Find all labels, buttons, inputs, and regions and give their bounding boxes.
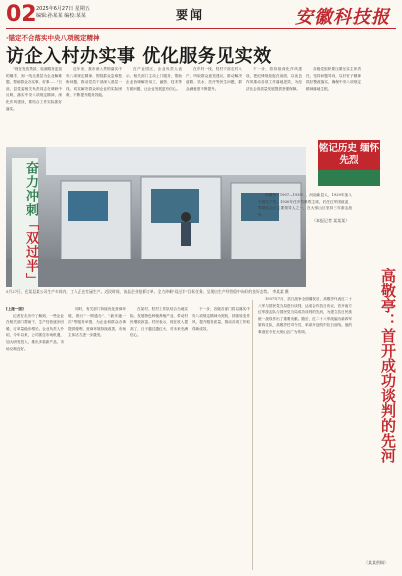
photo-caption: 5月27日，在某县某公司生产车间内，工人正在忙碌生产。近段时间，该县企业抢抓订单，全力冲刺"双过半"目标任务，呈现出生产经营稳中向好的良好态势。 李某某 摄: [6, 289, 289, 294]
right-article-author: （某某供稿）: [364, 560, 388, 565]
continued-column: [上接一版] 记者在走访中了解到，一些企业在相关部门帮助下，生产经营逐步回暖，订单量稳步增长。企业负责人介绍，今年以来，公司抓住市场机遇，加大研发投入，推出多款新产品，市场反响良好。: [6, 307, 64, 351]
article-byline: （本报记者 某某某）: [312, 218, 350, 223]
right-article-column: 高敬亭（1907—1939），河南新县人，1929年加入中国共产党。1930年任乡苏维埃主席，后任红军团政委、鄂豫皖边区主要领导人之一，在大别山区坚持三年游击战争。: [258, 193, 352, 217]
right-article-column: 1937年7月，抗日战争全面爆发后，高敬亭代表红二十八军与国民党当局进行谈判，达成合作抗日协议，首开南方红军游击队与国民党当局成功谈判的先河，为建立抗日民族统一战线作出了重要贡献。随后，红二十八军改编为新四军第四支队，高敬亭任司令员，率部开赴皖中抗日前线。他的事迹至今在大别山区广为传颂。: [258, 297, 352, 334]
page-number: 02: [6, 2, 37, 27]
article-column: 各级党组织要压紧压实主体责任，坚持问题导向，以钉钉子精神抓好整改落实，确保中央八项规定精神落地生根。: [306, 67, 361, 91]
article-column: 在产业园区，企业负责人表示，相关部门主动上门服务，帮助企业协调解决用工、融资、技术等方面问题，让企业发展更有信心。: [126, 67, 182, 91]
continued-column: 在某村，驻村工作队结合当地实际，发展特色种植养殖产业，带动村民增收致富。村民表示，现在收入提高了，日子越过越红火，对未来充满信心。: [130, 307, 188, 338]
badge-text: 铭记历史 缅怀先烈: [318, 140, 380, 170]
section-title: 要闻: [176, 8, 205, 22]
column-divider: [252, 300, 253, 570]
photo-title: 奋力冲刺「双过半」: [12, 158, 38, 290]
right-article-headline[interactable]: 高敬亭：首开成功谈判的先河: [379, 268, 397, 463]
article-column: 近年来，我市深入贯彻落实中央八项规定精神，围绕群众急难愁盼问题，推动党员干部深入基层一线，切实解决群众和企业的实际困难，不断提升服务效能。: [66, 67, 122, 98]
issue-date: 2025年6月27日 星期五: [36, 6, 90, 12]
badge-band: [318, 170, 380, 186]
editor-line: 编辑:孙某某 编校:某某: [36, 13, 86, 19]
page-header: [6, 3, 396, 29]
header-divider: [6, 28, 396, 29]
memorial-badge: [318, 140, 380, 186]
continued-column: 下一步，各级各部门将以落实中央八项规定精神为契机，持续转变作风，提升服务质量，推动各项工作取得新成效。: [192, 307, 250, 331]
article-headline[interactable]: 访企入村办实事 优化服务见实效: [6, 46, 272, 67]
continued-column: 同时，有关部门持续优化营商环境，推行"一网通办"、"最多跑一次"等服务举措，为企业和群众办事提供便利，营商环境持续改善，市场主体活力进一步激发。: [68, 307, 126, 338]
article-column: 下一步，将持续深化作风建设，把纪律规矩挺在前面，以优良作风推动各项工作落地见效，为经济社会高质量发展提供坚强保障。: [246, 67, 302, 91]
article-column: "现在发放贷款、检测服务更加的顺手，到一线走基层为企业解难题，帮助群众办实事、好事……"日前，县党委相关负责同志在调研中反映，落实中央八项规定精神，深化作风建设，要结合工作实际抓好落实。: [6, 67, 62, 111]
article-column: 在乡村一线，驻村干部走村入户，听取群众意见建议，推动解决道路、饮水、医疗等民生问题，群众满意度不断提升。: [186, 67, 242, 91]
article-kicker: ·锚定不合落实中央八项规定精神: [6, 34, 100, 42]
newspaper-masthead: 安徽科技报: [295, 7, 390, 28]
